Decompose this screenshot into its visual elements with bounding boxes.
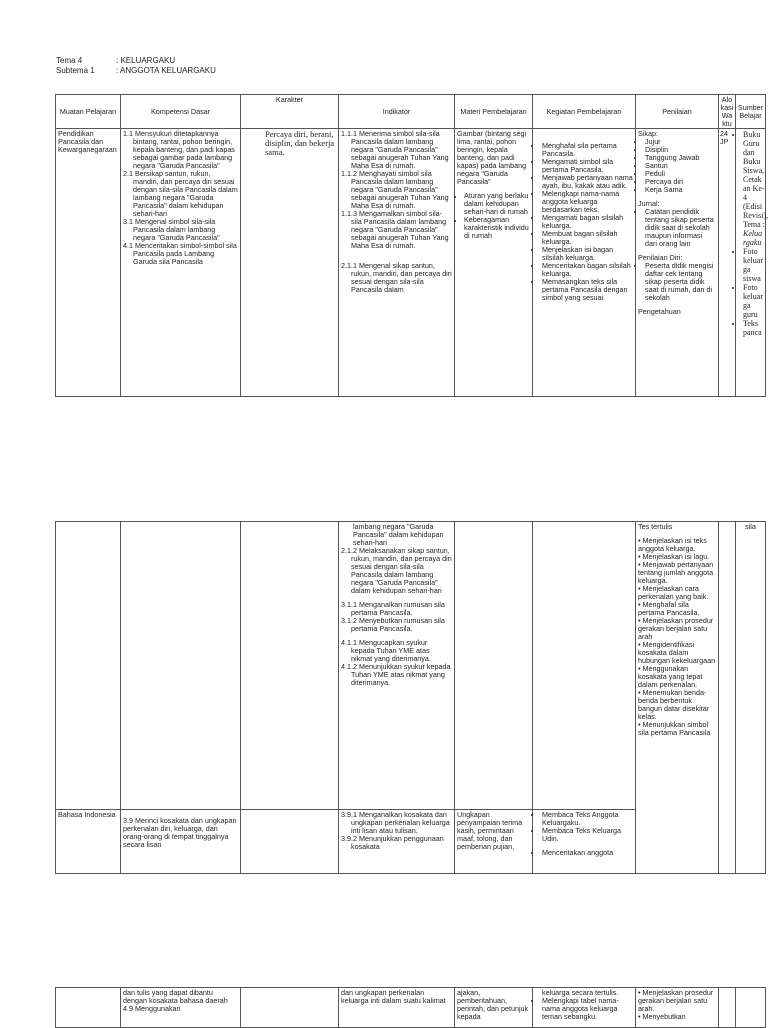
kd-continued: dan tulis yang dapat dibantu dengan kosakata bahasa daerah <box>123 988 228 1005</box>
karakter-cell <box>241 810 339 874</box>
document-header <box>56 56 216 76</box>
sumber-item: • Teks panca <box>743 319 765 337</box>
penilaian-item: • Menunjukkan simbol sila pertama Pancasila <box>638 720 711 737</box>
kegiatan-item: • Membaca Teks Anggota Keluargaku. <box>542 811 633 827</box>
kd-item: 4.1 Menceritakan simbol-simbol sila Pancasila pada Lambang Garuda sila Pancasila <box>123 241 237 266</box>
indikator-cell <box>339 129 455 397</box>
kegiatan-item: • Melengkapi tabel nama-nama anggota keluarga teman sebangku. <box>542 997 633 1021</box>
kegiatan-item: • Melengkapi nama-nama anggota keluarga berdasarkan teks. <box>542 190 633 214</box>
indikator-item: 1.1.3 Mengamalkan simbol sila-sila Pancasila dalam lambang negara "Garuda Pancasila" sebagai anugerah Tuhan Yang Maha Esa di rumah. <box>341 209 449 250</box>
materi-cell: ajakan, pemberitahuan, perintah, dan petunjuk kepada <box>455 988 533 1028</box>
rpp-table-page-1 <box>55 94 766 397</box>
muatan-cell <box>56 522 121 810</box>
kd-item: 3.1 Mengenal simbol sila-sila Pancasila dalam lambang negara "Garuda Pancasila" <box>123 217 220 242</box>
col-header-materi: Materi Pembelajaran <box>455 95 533 129</box>
indikator-item: 3.1.2 Menyebutkan rumusan sila pertama Pancasila. <box>341 616 445 633</box>
karakter-cell <box>241 129 339 397</box>
sikap-item: • Jujur <box>645 138 716 146</box>
penilaian-tes-title: Tes tertulis <box>638 522 673 531</box>
penilaian-cell <box>636 522 719 874</box>
penilaian-sikap-title: Sikap: <box>638 129 658 138</box>
tema-label: Tema 4 <box>56 56 83 65</box>
subtema-value: : ANGGOTA KELUARGAKU <box>116 66 216 75</box>
sumber-cell <box>736 522 766 874</box>
penilaian-cell <box>636 988 719 1028</box>
kd-item: 2.1 Bersikap santun, rukun, mandiri, dan percaya diri sesuai dengan sila-sila Pancasila dalam lambang negara "Garuda Pancasila" dalam kehidupan sehari-hari <box>123 169 238 218</box>
penilaian-item: • Menggunakan kosakata yang tepat dalam perkenalan. <box>638 664 703 689</box>
indikator-bahasa <box>339 810 455 874</box>
kegiatan-item: • Memasangkan teks sila pertama Pancasila dengan simbol yang sesuai. <box>542 278 633 302</box>
kegiatan-item: • Membuat bagan silsilah keluarga. <box>542 230 633 246</box>
kegiatan-cell <box>533 522 636 810</box>
alokasi-value: 24 JP <box>720 129 729 146</box>
kegiatan-item: • Menceritakan anggota <box>542 849 633 857</box>
alokasi-cell <box>719 522 736 874</box>
indikator-item: 3.9.1 Menganalkan kosakata dan ungkapan perkenalan keluarga inti lisan atau tulisan. <box>341 810 450 835</box>
col-header-karakter: Karakter <box>241 95 339 129</box>
sumber-item: • Foto keluar ga guru <box>743 283 765 319</box>
karakter-text: Percaya diri, berani, disiplin, dan bekerja sama. <box>265 129 335 157</box>
kegiatan-item: • Mengamati simbol sila pertama Pancasila. <box>542 158 633 174</box>
sumber-continued: sila <box>745 522 756 531</box>
sikap-item: • Tanggung Jawab <box>645 154 716 162</box>
kegiatan-item: • Menjelaskan isi bagan silsilah keluarga. <box>542 246 633 262</box>
kegiatan-bahasa <box>533 810 636 874</box>
kegiatan-item: • Menghafal sila pertama Pancasila. <box>542 142 633 158</box>
subtema-label: Subtema 1 <box>56 66 95 75</box>
col-header-alokasi: Alo kasi Wa ktu <box>719 95 736 129</box>
kegiatan-cell <box>533 988 636 1028</box>
kegiatan-item: • Menjawab pertanyaan nama ayah, ibu, kakak atau adik. <box>542 174 633 190</box>
indikator-item: 1.1.1 Menerima simbol sila-sila Pancasila dalam lambang negara "Garuda Pancasila" sebagai anugerah Tuhan Yang Maha Esa di rumah. <box>341 129 449 170</box>
col-header-indikator: Indikator <box>339 95 455 129</box>
penilaian-item: • Mengidentifikasi kosakata dalam hubungan kekeluargaan <box>638 640 716 665</box>
penilaian-item: • Menjawab pertanyaan tentang jumlah anggota keluarga. <box>638 560 714 585</box>
karakter-cell <box>241 522 339 810</box>
sikap-item: • Peduli <box>645 170 716 178</box>
penilaian-jurnal-title: Jurnal: <box>638 199 660 208</box>
kd-cell <box>121 129 241 397</box>
penilaian-item: • Menjelaskan prosedur gerakan berjalan satu arah <box>638 616 714 641</box>
sikap-item: • Percaya diri <box>645 178 716 186</box>
penilaian-cell <box>636 129 719 397</box>
col-header-kompetensi: Kompetensi Dasar <box>121 95 241 129</box>
indikator-item: 4.1.2 Menunjukkan syukur kepada Tuhan YME atas nikmat yang diterimanya. <box>341 662 451 687</box>
indikator-item: 2.1.2 Melaksanakan sikap santun, rukun, mandiri, dan percaya diri sesuai dengan sila-sila Pancasila dalam lambang negara "Garuda Pancasila" dalam kehidupan sehari-hari <box>341 546 452 595</box>
alokasi-cell <box>719 129 736 397</box>
penilaian-item: • Menghafal sila pertama Pancasila. <box>638 600 700 617</box>
muatan-cell <box>56 988 121 1028</box>
penilaian-item: • Menjelaskan cara perkenalan yang baik. <box>638 584 709 601</box>
col-header-penilaian: Penilaian <box>636 95 719 129</box>
kd-bahasa: 3.9 Merinci kosakata dan ungkapan perkenalan diri, keluarga, dan orang-orang di tempat tinggalnya secara lisan <box>121 810 241 874</box>
kd-item: 1.1 Mensyukuri ditetapkannya bintang, rantai, pohon beringin, kepala banteng, dan padi kapas sebagai gambar pada lambang negara "Garuda Pancasila" <box>123 129 235 170</box>
jurnal-item: • Catatan pendidik tentang sikap peserta didik saat di sekolah maupun informasi dari orang lain <box>645 208 716 248</box>
indikator-cell <box>339 522 455 810</box>
muatan-cell <box>56 129 121 397</box>
indikator-cell: dan ungkapan perkenalan keluarga inti dalam suatu kalimat <box>339 988 455 1028</box>
sikap-item: • Disiplin <box>645 146 716 154</box>
sikap-item: • Santun <box>645 162 716 170</box>
sumber-cell <box>736 129 766 397</box>
penilaian-diri-item: • Peserta didik mengisi daftar cek tentang sikap peserta didik saat di rumah, dan di sekolah <box>645 262 716 302</box>
sumber-item <box>743 130 768 247</box>
sikap-item: • Kerja Sama <box>645 186 716 194</box>
materi-item: • Aturan yang berlaku dalam kehidupan sehari-hari di rumah <box>464 192 530 216</box>
penilaian-item: • Menjelaskan isi teks anggota keluarga. <box>638 536 707 553</box>
sumber-italic: Kelua rgaku <box>743 229 763 247</box>
kd-cell <box>121 522 241 810</box>
tema-value: : KELUARGAKU <box>116 56 176 65</box>
penilaian-diri-title: Penilaian Diri: <box>638 253 683 262</box>
col-header-sumber: Sumber Belajar <box>736 95 766 129</box>
indikator-item: 2.1.1 Mengenal sikap santun, rukun, mandiri, dan percaya diri sesuai dengan sila-sila Pancasila dalam <box>341 261 452 294</box>
sumber-item: • Foto keluar ga siswa <box>743 247 765 283</box>
kegiatan-continued: keluarga secara tertulis. <box>542 988 619 997</box>
indikator-item: 3.1.1 Menganalkan rumusan sila pertama Pancasila. <box>341 600 445 617</box>
penilaian-pengetahuan: Pengetahuan <box>638 307 681 316</box>
indikator-continued: lambang negara "Garuda Pancasila" dalam kehidupan sehari-hari <box>353 522 444 547</box>
penilaian-item: • Menyebutkan <box>638 1012 686 1021</box>
indikator-item: 1.1.2 Menghayati simbol sila Pancasila dalam lambang negara "Garuda Pancasila" sebagai anugerah Tuhan Yang Maha Esa di rumah. <box>341 169 449 210</box>
indikator-item: 3.9.2 Menunjukkan penggunaan kosakata <box>341 834 444 851</box>
sumber-cell <box>736 988 766 1028</box>
materi-bahasa: Ungkapan penyampaian terima kasih, permintaan maaf, tolong, dan pemberian pujian, <box>455 810 533 874</box>
kegiatan-item: • Mengamati bagan silsilah keluarga. <box>542 214 633 230</box>
kegiatan-item: • Membaca Teks Keluarga Udin. <box>542 827 633 843</box>
penilaian-item: • Menemukan benda-benda berbentuk bangun datar disekitar kelas. <box>638 688 710 721</box>
kegiatan-item: • Menceritakan bagan silsilah keluarga. <box>542 262 633 278</box>
materi-intro: Gambar (bintang segi lima, rantai, pohon beringin, kepala banteng, dan padi kapas) pada lambang negara "Garuda Pancasila" <box>457 129 527 186</box>
materi-cell <box>455 522 533 810</box>
rpp-table-page-2 <box>55 521 766 874</box>
col-header-kegiatan: Kegiatan Pembelajaran <box>533 95 636 129</box>
karakter-cell <box>241 988 339 1028</box>
col-header-muatan: Muatan Pelajaran <box>56 95 121 129</box>
muatan-bahasa: Bahasa Indonesia <box>56 810 121 874</box>
rpp-table-page-3 <box>55 987 766 1028</box>
kd-cell <box>121 988 241 1028</box>
indikator-item: 4.1.1 Mengucapkan syukur kepada Tuhan YME atas nikmat yang diterimanya. <box>341 638 431 663</box>
muatan-ppkn: Pendidikan Pancasila dan Kewarganegaraan <box>58 129 117 154</box>
sumber-text: Buku Guru dan Buku Siswa, Cetak an Ke-4 (Edisi Revisi), Tema : <box>743 130 768 229</box>
kd-item: 4.9 Menggunakan <box>123 1004 181 1013</box>
materi-cell <box>455 129 533 397</box>
alokasi-cell <box>719 988 736 1028</box>
materi-item: • Keberagaman karakteristik individu di rumah <box>464 216 530 240</box>
kegiatan-cell <box>533 129 636 397</box>
penilaian-item: • Menjelaskan isi lagu. <box>638 552 710 561</box>
penilaian-item: • Menjelaskan prosedur gerakan berjalan satu arah. <box>638 988 714 1013</box>
